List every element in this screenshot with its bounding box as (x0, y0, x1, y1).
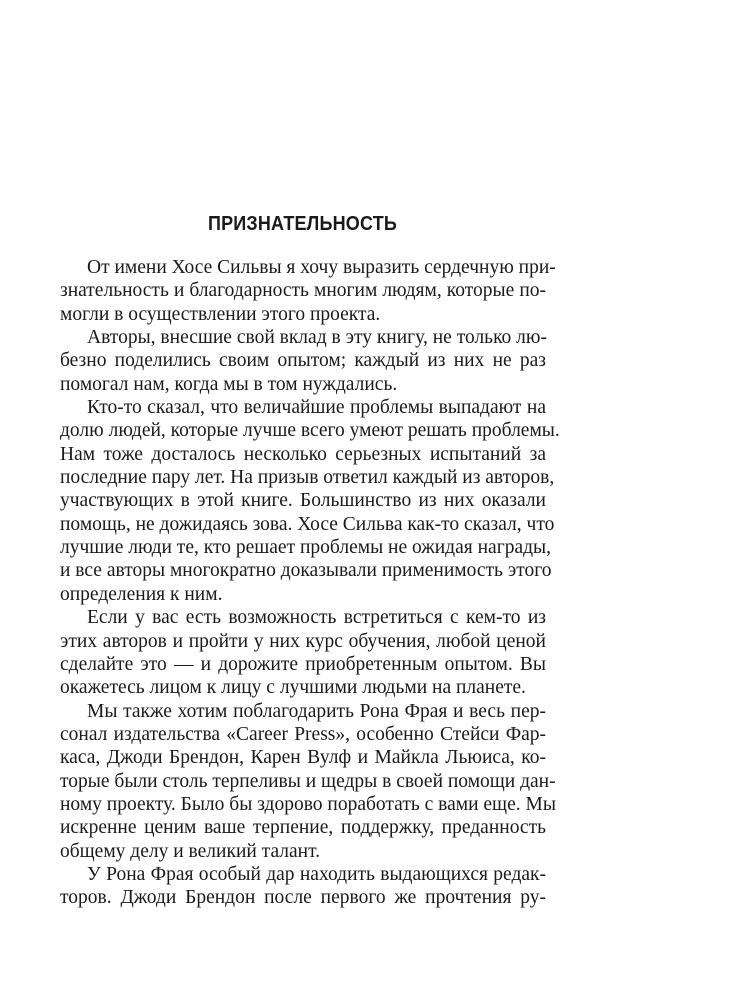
text-line: Если у вас есть возможность встретиться с кем-то из (87, 607, 546, 629)
text-line: общему делу и великий талант. (60, 840, 321, 862)
text-line: От имени Хосе Сильвы я хочу выразить сердечную при- (87, 257, 556, 278)
text-line: определения к ним. (60, 583, 223, 605)
text-line: помогал нам, когда мы в том нуждались. (60, 373, 398, 395)
text-line: торов. Джоди Брендон после первого же прочтения ру- (60, 887, 546, 909)
text-line: этих авторов и пройти у них курс обучения, любой ценой (60, 630, 546, 652)
text-line: лучшие люди те, кто решает проблемы не ожидая награды, (60, 537, 551, 559)
text-line: окажетесь лицом к лицу с лучшими людьми на планете. (60, 677, 526, 699)
text-line: участвующих в этой книге. Большинство из них оказали (60, 490, 546, 512)
text-line: безно поделились своим опытом; каждый из них не раз (60, 350, 546, 372)
text-line: долю людей, которые лучше всего умеют решать проблемы. (60, 420, 560, 442)
text-line: каса, Джоди Брендон, Карен Вулф и Майкла Льюиса, ко- (60, 747, 546, 769)
text-line: У Рона Фрая особый дар находить выдающихся редак- (87, 863, 546, 885)
text-line: Авторы, внесшие свой вклад в эту книгу, не только лю- (87, 327, 547, 349)
text-line: сонал издательства «Career Press», особенно Стейси Фар- (60, 723, 546, 745)
text-line: торые были столь терпеливы и щедры в своей помощи дан- (60, 770, 556, 792)
text-line: сделайте это — и дорожите приобретенным опытом. Вы (60, 653, 546, 675)
section-heading: ПРИЗНАТЕЛЬНОСТЬ (207, 213, 397, 235)
text-line: искренне ценим ваше терпение, поддержку, преданность (60, 817, 546, 839)
text-line: могли в осуществлении этого проекта. (60, 303, 381, 325)
text-line: знательность и благодарность многим людям, которые по- (60, 280, 546, 302)
text-line: последние пару лет. На призыв ответил каждый из авторов, (60, 467, 555, 489)
text-line: Нам тоже досталось несколько серьезных испытаний за (60, 443, 546, 465)
text-line: Мы также хотим поблагодарить Рона Фрая и весь пер- (87, 700, 546, 722)
text-line: помощь, не дожидаясь зова. Хосе Сильва как-то сказал, что (60, 513, 555, 535)
body-text (60, 256, 560, 910)
text-line: ному проекту. Было бы здорово поработать с вами еще. Мы (60, 793, 556, 815)
text-line: Кто-то сказал, что величайшие проблемы выпадают на (87, 397, 546, 419)
text-line: и все авторы многократно доказывали применимость этого (60, 560, 552, 582)
